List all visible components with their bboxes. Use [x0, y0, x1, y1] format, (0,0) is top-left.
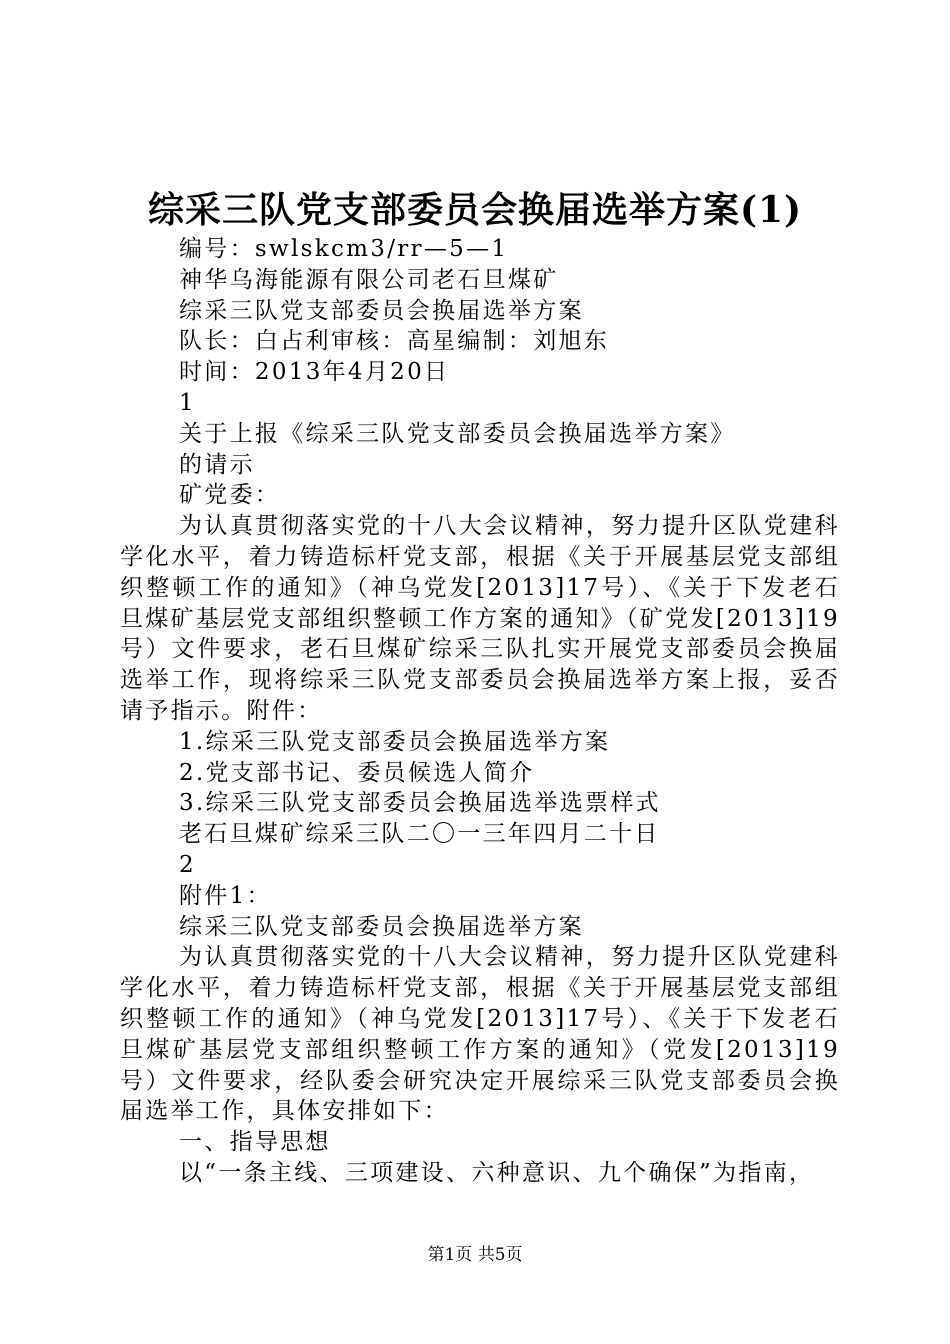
company-name: 神华乌海能源有限公司老石旦煤矿 [179, 266, 559, 293]
signoff-line: 队长：白占利审核：高星编制：刘旭东 [179, 328, 610, 355]
attachment-title: 综采三队党支部委员会换届选举方案 [179, 913, 584, 940]
page-footer: 第1页 共5页 [427, 1245, 523, 1265]
request-title: 关于上报《综采三队党支部委员会换届选举方案》 [179, 420, 736, 447]
document-body [120, 234, 840, 1189]
page-marker-2: 2 [179, 851, 196, 878]
document-title: 综采三队党支部委员会换届选举方案(1) [147, 189, 803, 231]
request-title-cont: 的请示 [179, 451, 255, 478]
date-line: 时间：2013年4月20日 [179, 359, 450, 386]
signature-line: 老石旦煤矿综采三队二〇一三年四月二十日 [179, 821, 660, 848]
document-number: 编号：swlskcm3/rr—5—1 [179, 236, 509, 262]
plan-paragraph: 为认真贯彻落实党的十八大会议精神，努力提升区队党建科学化水平，着力铸造标杆党支部，根据《关于开展基层党支部组织整顿工作的通知》（神乌党发[2013]17号）、《关于下发老石旦煤矿基层党支部组织整顿工作方案的通知》（党发[2013]19号）文件要求，经队委会研究决定开展综采三队党支部委员会换届选举工作，具体安排如下： [120, 944, 840, 1125]
attachment-item-1: 1.综采三队党支部委员会换届选举方案 [179, 728, 611, 755]
plan-name: 综采三队党支部委员会换届选举方案 [179, 297, 584, 324]
page-marker-1: 1 [179, 389, 196, 416]
attachment-item-2: 2.党支部书记、委员候选人简介 [179, 759, 535, 786]
attachment-label: 附件1： [179, 882, 272, 909]
section-text: 以“一条主线、三项建设、六种意识、九个确保”为指南， [179, 1159, 815, 1186]
request-paragraph: 为认真贯彻落实党的十八大会议精神，努力提升区队党建科学化水平，着力铸造标杆党支部，根据《关于开展基层党支部组织整顿工作的通知》（神乌党发[2013]17号）、《关于下发老石旦煤矿基层党支部组织整顿工作方案的通知》（矿党发[2013]19号）文件要求，老石旦煤矿综采三队扎实开展党支部委员会换届选举工作，现将综采三队党支部委员会换届选举方案上报，妥否请予指示。附件： [120, 513, 840, 724]
attachment-item-3: 3.综采三队党支部委员会换届选举选票样式 [179, 790, 661, 817]
addressee: 矿党委： [179, 482, 281, 509]
section-heading: 一、指导思想 [179, 1129, 331, 1156]
